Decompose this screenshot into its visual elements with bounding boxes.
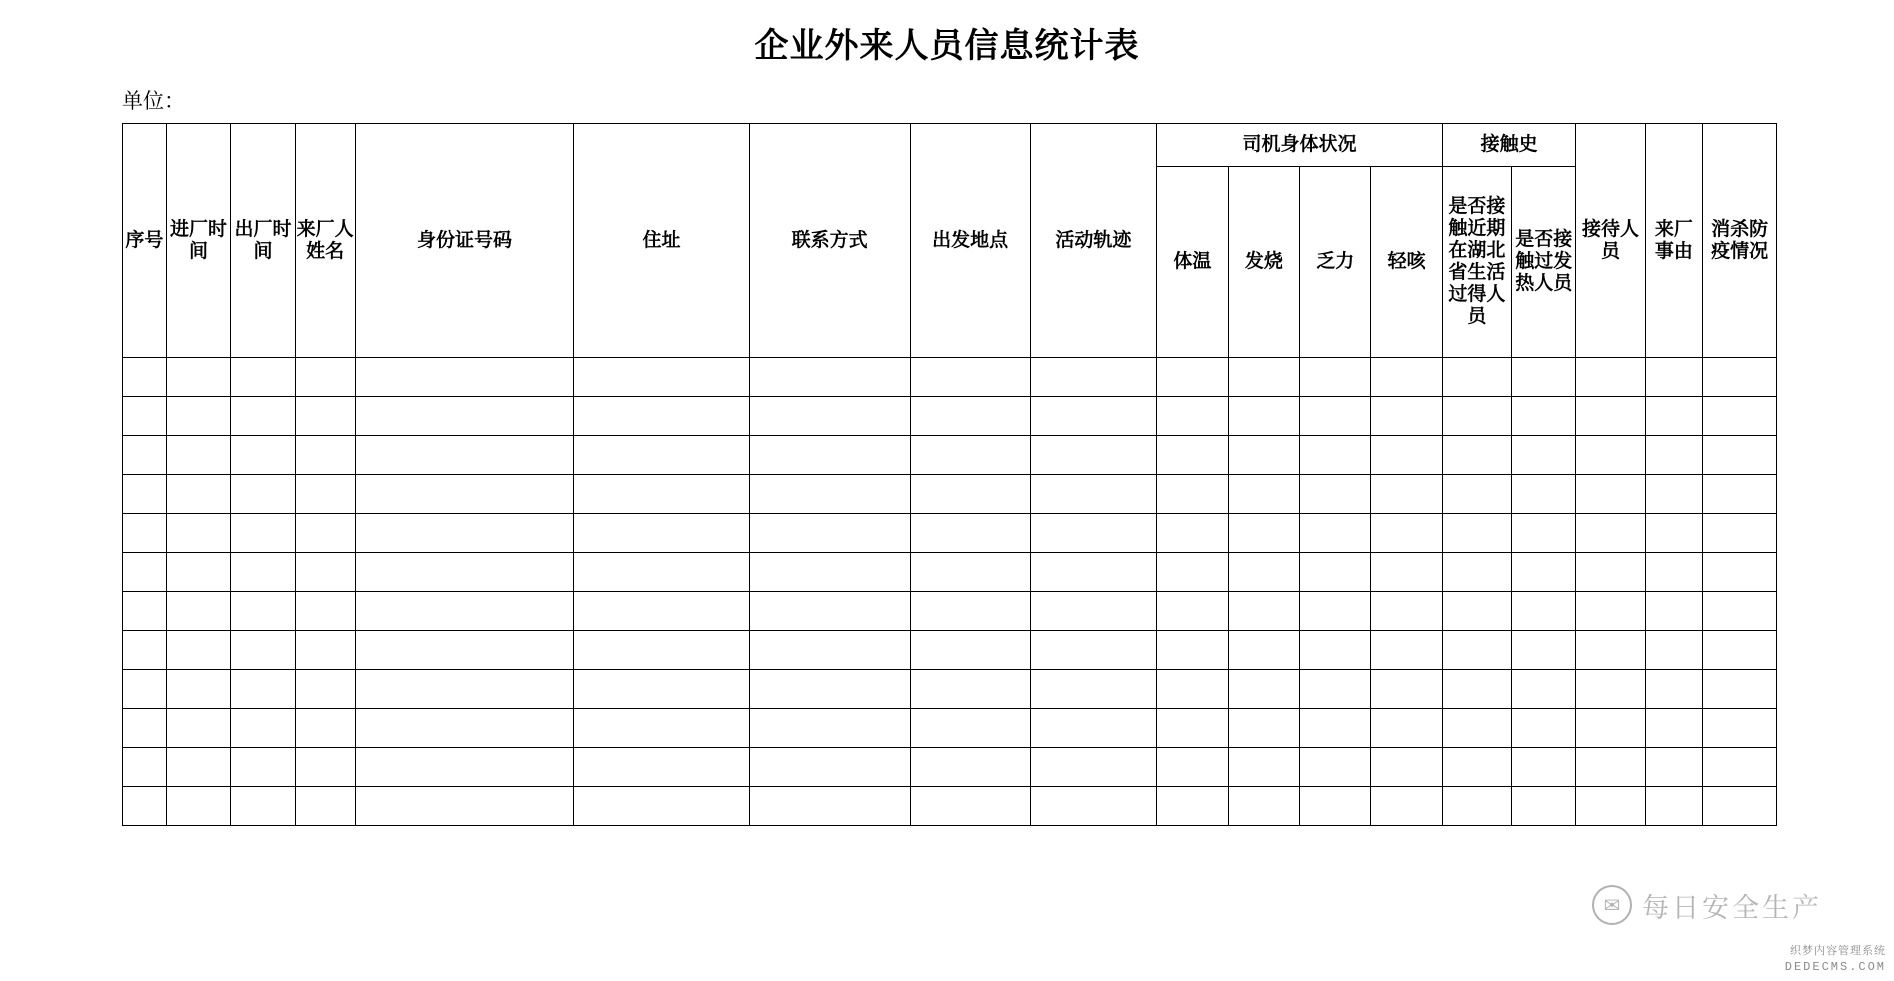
cell-exit_time[interactable]	[231, 709, 295, 748]
cell-contact[interactable]	[749, 670, 910, 709]
cell-disinfection[interactable]	[1703, 670, 1777, 709]
cell-exit_time[interactable]	[231, 553, 295, 592]
wechat-icon: ✉	[1592, 885, 1632, 925]
footer-line-1: 织梦内容管理系统	[1790, 946, 1886, 959]
cell-departure[interactable]	[910, 748, 1030, 787]
cell-hubei_contact[interactable]	[1442, 787, 1511, 826]
cell-temperature[interactable]	[1157, 631, 1228, 670]
cell-contact[interactable]	[749, 709, 910, 748]
cell-address[interactable]	[574, 397, 749, 436]
cell-exit_time[interactable]	[231, 748, 295, 787]
cell-departure[interactable]	[910, 553, 1030, 592]
watermark-text: 每日安全生产	[1642, 892, 1822, 923]
cell-fever_contact[interactable]	[1511, 553, 1576, 592]
cell-seq[interactable]	[123, 748, 167, 787]
cell-fatigue[interactable]	[1300, 670, 1371, 709]
table-row	[123, 748, 1777, 787]
cell-fatigue[interactable]	[1300, 748, 1371, 787]
cell-fever[interactable]	[1228, 475, 1299, 514]
cell-cough[interactable]	[1371, 397, 1442, 436]
cell-fatigue[interactable]	[1300, 553, 1371, 592]
table-row	[123, 787, 1777, 826]
cell-visitor_name[interactable]	[295, 670, 355, 709]
cell-hubei_contact[interactable]	[1442, 670, 1511, 709]
cell-contact[interactable]	[749, 592, 910, 631]
header-fatigue: 乏力	[1300, 167, 1371, 358]
cell-reason[interactable]	[1645, 397, 1703, 436]
cell-reason[interactable]	[1645, 436, 1703, 475]
cell-receptionist[interactable]	[1576, 436, 1645, 475]
cell-temperature[interactable]	[1157, 709, 1228, 748]
table-row	[123, 397, 1777, 436]
cell-fever[interactable]	[1228, 748, 1299, 787]
cell-receptionist[interactable]	[1576, 631, 1645, 670]
cell-fever[interactable]	[1228, 514, 1299, 553]
cell-fever_contact[interactable]	[1511, 397, 1576, 436]
header-seq: 序号	[123, 124, 167, 358]
cell-visitor_name[interactable]	[295, 397, 355, 436]
cell-visitor_name[interactable]	[295, 787, 355, 826]
cell-cough[interactable]	[1371, 787, 1442, 826]
cell-contact[interactable]	[749, 631, 910, 670]
cell-temperature[interactable]	[1157, 592, 1228, 631]
cell-fatigue[interactable]	[1300, 436, 1371, 475]
cell-disinfection[interactable]	[1703, 436, 1777, 475]
cell-seq[interactable]	[123, 397, 167, 436]
table-row	[123, 436, 1777, 475]
cell-contact[interactable]	[749, 397, 910, 436]
cell-enter_time[interactable]	[166, 397, 230, 436]
cell-reason[interactable]	[1645, 358, 1703, 397]
cell-enter_time[interactable]	[166, 592, 230, 631]
cell-address[interactable]	[574, 592, 749, 631]
cell-hubei_contact[interactable]	[1442, 709, 1511, 748]
footer-note	[1785, 946, 1886, 975]
cell-enter_time[interactable]	[166, 475, 230, 514]
cell-fatigue[interactable]	[1300, 592, 1371, 631]
cell-fever_contact[interactable]	[1511, 787, 1576, 826]
cell-visitor_name[interactable]	[295, 748, 355, 787]
header-temperature: 体温	[1157, 167, 1228, 358]
cell-cough[interactable]	[1371, 436, 1442, 475]
cell-exit_time[interactable]	[231, 631, 295, 670]
cell-fever_contact[interactable]	[1511, 670, 1576, 709]
cell-address[interactable]	[574, 553, 749, 592]
cell-departure[interactable]	[910, 475, 1030, 514]
cell-enter_time[interactable]	[166, 748, 230, 787]
cell-temperature[interactable]	[1157, 514, 1228, 553]
header-fever: 发烧	[1228, 167, 1299, 358]
cell-seq[interactable]	[123, 709, 167, 748]
cell-hubei_contact[interactable]	[1442, 631, 1511, 670]
cell-track[interactable]	[1030, 670, 1157, 709]
cell-disinfection[interactable]	[1703, 475, 1777, 514]
cell-fever_contact[interactable]	[1511, 709, 1576, 748]
cell-visitor_name[interactable]	[295, 631, 355, 670]
cell-receptionist[interactable]	[1576, 397, 1645, 436]
cell-hubei_contact[interactable]	[1442, 748, 1511, 787]
cell-departure[interactable]	[910, 358, 1030, 397]
cell-reason[interactable]	[1645, 592, 1703, 631]
cell-fever_contact[interactable]	[1511, 514, 1576, 553]
table-row	[123, 709, 1777, 748]
cell-exit_time[interactable]	[231, 397, 295, 436]
cell-receptionist[interactable]	[1576, 358, 1645, 397]
table-row	[123, 670, 1777, 709]
cell-address[interactable]	[574, 514, 749, 553]
cell-seq[interactable]	[123, 592, 167, 631]
statistics-table-wrapper	[122, 123, 1777, 826]
cell-receptionist[interactable]	[1576, 553, 1645, 592]
cell-reason[interactable]	[1645, 709, 1703, 748]
cell-id_number[interactable]	[355, 592, 574, 631]
cell-id_number[interactable]	[355, 553, 574, 592]
cell-seq[interactable]	[123, 358, 167, 397]
cell-id_number[interactable]	[355, 475, 574, 514]
cell-fatigue[interactable]	[1300, 514, 1371, 553]
statistics-table	[122, 123, 1777, 826]
cell-fever[interactable]	[1228, 553, 1299, 592]
table-body	[123, 358, 1777, 826]
cell-reason[interactable]	[1645, 475, 1703, 514]
cell-cough[interactable]	[1371, 631, 1442, 670]
cell-seq[interactable]	[123, 514, 167, 553]
cell-departure[interactable]	[910, 514, 1030, 553]
cell-enter_time[interactable]	[166, 553, 230, 592]
cell-track[interactable]	[1030, 358, 1157, 397]
cell-seq[interactable]	[123, 553, 167, 592]
cell-address[interactable]	[574, 787, 749, 826]
cell-receptionist[interactable]	[1576, 475, 1645, 514]
cell-fever[interactable]	[1228, 397, 1299, 436]
table-row	[123, 631, 1777, 670]
header-enter-time: 进厂时间	[166, 124, 230, 358]
cell-temperature[interactable]	[1157, 748, 1228, 787]
cell-seq[interactable]	[123, 475, 167, 514]
cell-fever[interactable]	[1228, 358, 1299, 397]
header-group-driver-health: 司机身体状况	[1157, 124, 1443, 167]
cell-track[interactable]	[1030, 709, 1157, 748]
cell-address[interactable]	[574, 631, 749, 670]
cell-fatigue[interactable]	[1300, 397, 1371, 436]
cell-enter_time[interactable]	[166, 358, 230, 397]
cell-id_number[interactable]	[355, 787, 574, 826]
cell-reason[interactable]	[1645, 670, 1703, 709]
cell-disinfection[interactable]	[1703, 397, 1777, 436]
cell-receptionist[interactable]	[1576, 592, 1645, 631]
cell-cough[interactable]	[1371, 592, 1442, 631]
cell-cough[interactable]	[1371, 475, 1442, 514]
cell-disinfection[interactable]	[1703, 631, 1777, 670]
cell-seq[interactable]	[123, 787, 167, 826]
header-cough: 轻咳	[1371, 167, 1442, 358]
cell-track[interactable]	[1030, 592, 1157, 631]
cell-track[interactable]	[1030, 787, 1157, 826]
table-row	[123, 475, 1777, 514]
cell-hubei_contact[interactable]	[1442, 514, 1511, 553]
table-row	[123, 553, 1777, 592]
cell-cough[interactable]	[1371, 553, 1442, 592]
header-hubei-contact: 是否接触近期在湖北省生活过得人员	[1442, 167, 1511, 358]
cell-temperature[interactable]	[1157, 670, 1228, 709]
cell-fatigue[interactable]	[1300, 475, 1371, 514]
cell-enter_time[interactable]	[166, 514, 230, 553]
cell-disinfection[interactable]	[1703, 592, 1777, 631]
cell-id_number[interactable]	[355, 436, 574, 475]
cell-seq[interactable]	[123, 436, 167, 475]
page-title: 企业外来人员信息统计表	[754, 28, 1140, 65]
cell-temperature[interactable]	[1157, 553, 1228, 592]
cell-exit_time[interactable]	[231, 436, 295, 475]
table-row	[123, 592, 1777, 631]
cell-contact[interactable]	[749, 787, 910, 826]
cell-reason[interactable]	[1645, 514, 1703, 553]
cell-fever[interactable]	[1228, 631, 1299, 670]
cell-exit_time[interactable]	[231, 358, 295, 397]
cell-fatigue[interactable]	[1300, 631, 1371, 670]
cell-address[interactable]	[574, 436, 749, 475]
cell-address[interactable]	[574, 358, 749, 397]
cell-fever[interactable]	[1228, 787, 1299, 826]
cell-hubei_contact[interactable]	[1442, 592, 1511, 631]
cell-enter_time[interactable]	[166, 670, 230, 709]
cell-temperature[interactable]	[1157, 787, 1228, 826]
cell-track[interactable]	[1030, 748, 1157, 787]
cell-contact[interactable]	[749, 514, 910, 553]
cell-fever_contact[interactable]	[1511, 592, 1576, 631]
cell-reason[interactable]	[1645, 787, 1703, 826]
cell-disinfection[interactable]	[1703, 787, 1777, 826]
cell-hubei_contact[interactable]	[1442, 475, 1511, 514]
cell-visitor_name[interactable]	[295, 514, 355, 553]
cell-temperature[interactable]	[1157, 397, 1228, 436]
cell-visitor_name[interactable]	[295, 358, 355, 397]
cell-id_number[interactable]	[355, 358, 574, 397]
cell-fever[interactable]	[1228, 592, 1299, 631]
cell-disinfection[interactable]	[1703, 709, 1777, 748]
cell-receptionist[interactable]	[1576, 670, 1645, 709]
cell-fever[interactable]	[1228, 670, 1299, 709]
cell-fever_contact[interactable]	[1511, 436, 1576, 475]
cell-receptionist[interactable]	[1576, 748, 1645, 787]
table-group-header-row	[123, 124, 1777, 167]
header-reason: 来厂事由	[1645, 124, 1703, 358]
cell-receptionist[interactable]	[1576, 514, 1645, 553]
cell-visitor_name[interactable]	[295, 553, 355, 592]
cell-departure[interactable]	[910, 592, 1030, 631]
header-disinfection: 消杀防疫情况	[1703, 124, 1777, 358]
cell-hubei_contact[interactable]	[1442, 436, 1511, 475]
header-visitor-name: 来厂人姓名	[295, 124, 355, 358]
cell-enter_time[interactable]	[166, 631, 230, 670]
cell-enter_time[interactable]	[166, 709, 230, 748]
cell-seq[interactable]	[123, 631, 167, 670]
cell-exit_time[interactable]	[231, 514, 295, 553]
cell-fever_contact[interactable]	[1511, 748, 1576, 787]
table-row	[123, 358, 1777, 397]
cell-reason[interactable]	[1645, 631, 1703, 670]
cell-fever_contact[interactable]	[1511, 631, 1576, 670]
cell-hubei_contact[interactable]	[1442, 553, 1511, 592]
cell-track[interactable]	[1030, 631, 1157, 670]
cell-track[interactable]	[1030, 397, 1157, 436]
cell-hubei_contact[interactable]	[1442, 397, 1511, 436]
cell-fever_contact[interactable]	[1511, 358, 1576, 397]
cell-exit_time[interactable]	[231, 475, 295, 514]
cell-contact[interactable]	[749, 748, 910, 787]
cell-visitor_name[interactable]	[295, 592, 355, 631]
cell-departure[interactable]	[910, 787, 1030, 826]
cell-cough[interactable]	[1371, 709, 1442, 748]
cell-temperature[interactable]	[1157, 358, 1228, 397]
cell-departure[interactable]	[910, 631, 1030, 670]
cell-address[interactable]	[574, 670, 749, 709]
cell-track[interactable]	[1030, 514, 1157, 553]
watermark	[1592, 885, 1822, 925]
cell-cough[interactable]	[1371, 748, 1442, 787]
cell-visitor_name[interactable]	[295, 475, 355, 514]
cell-reason[interactable]	[1645, 553, 1703, 592]
cell-cough[interactable]	[1371, 358, 1442, 397]
cell-disinfection[interactable]	[1703, 358, 1777, 397]
cell-id_number[interactable]	[355, 397, 574, 436]
cell-exit_time[interactable]	[231, 670, 295, 709]
header-departure: 出发地点	[910, 124, 1030, 358]
cell-departure[interactable]	[910, 397, 1030, 436]
cell-fever[interactable]	[1228, 436, 1299, 475]
cell-id_number[interactable]	[355, 514, 574, 553]
cell-departure[interactable]	[910, 670, 1030, 709]
cell-temperature[interactable]	[1157, 475, 1228, 514]
cell-hubei_contact[interactable]	[1442, 358, 1511, 397]
cell-cough[interactable]	[1371, 514, 1442, 553]
header-address: 住址	[574, 124, 749, 358]
cell-fatigue[interactable]	[1300, 709, 1371, 748]
cell-contact[interactable]	[749, 475, 910, 514]
cell-fever_contact[interactable]	[1511, 475, 1576, 514]
cell-contact[interactable]	[749, 436, 910, 475]
cell-departure[interactable]	[910, 436, 1030, 475]
cell-disinfection[interactable]	[1703, 514, 1777, 553]
footer-line-2: DEDECMS.COM	[1784, 960, 1886, 974]
cell-contact[interactable]	[749, 553, 910, 592]
cell-fatigue[interactable]	[1300, 358, 1371, 397]
header-contact: 联系方式	[749, 124, 910, 358]
cell-enter_time[interactable]	[166, 787, 230, 826]
header-id-number: 身份证号码	[355, 124, 574, 358]
cell-seq[interactable]	[123, 670, 167, 709]
cell-visitor_name[interactable]	[295, 709, 355, 748]
header-exit-time: 出厂时间	[231, 124, 295, 358]
cell-enter_time[interactable]	[166, 436, 230, 475]
cell-id_number[interactable]	[355, 670, 574, 709]
table-row	[123, 514, 1777, 553]
cell-disinfection[interactable]	[1703, 553, 1777, 592]
cell-reason[interactable]	[1645, 748, 1703, 787]
cell-track[interactable]	[1030, 553, 1157, 592]
cell-receptionist[interactable]	[1576, 709, 1645, 748]
cell-address[interactable]	[574, 709, 749, 748]
cell-address[interactable]	[574, 475, 749, 514]
cell-fever[interactable]	[1228, 709, 1299, 748]
cell-fatigue[interactable]	[1300, 787, 1371, 826]
cell-disinfection[interactable]	[1703, 748, 1777, 787]
cell-exit_time[interactable]	[231, 592, 295, 631]
cell-id_number[interactable]	[355, 631, 574, 670]
header-receptionist: 接待人员	[1576, 124, 1645, 358]
cell-cough[interactable]	[1371, 670, 1442, 709]
cell-contact[interactable]	[749, 358, 910, 397]
cell-exit_time[interactable]	[231, 787, 295, 826]
header-track: 活动轨迹	[1030, 124, 1157, 358]
cell-id_number[interactable]	[355, 709, 574, 748]
cell-visitor_name[interactable]	[295, 436, 355, 475]
cell-departure[interactable]	[910, 709, 1030, 748]
cell-id_number[interactable]	[355, 748, 574, 787]
cell-track[interactable]	[1030, 436, 1157, 475]
cell-receptionist[interactable]	[1576, 787, 1645, 826]
header-group-contact-history: 接触史	[1442, 124, 1576, 167]
unit-label: 单位：	[122, 89, 185, 113]
cell-temperature[interactable]	[1157, 436, 1228, 475]
header-fever-contact: 是否接触过发热人员	[1511, 167, 1576, 358]
cell-track[interactable]	[1030, 475, 1157, 514]
cell-address[interactable]	[574, 748, 749, 787]
